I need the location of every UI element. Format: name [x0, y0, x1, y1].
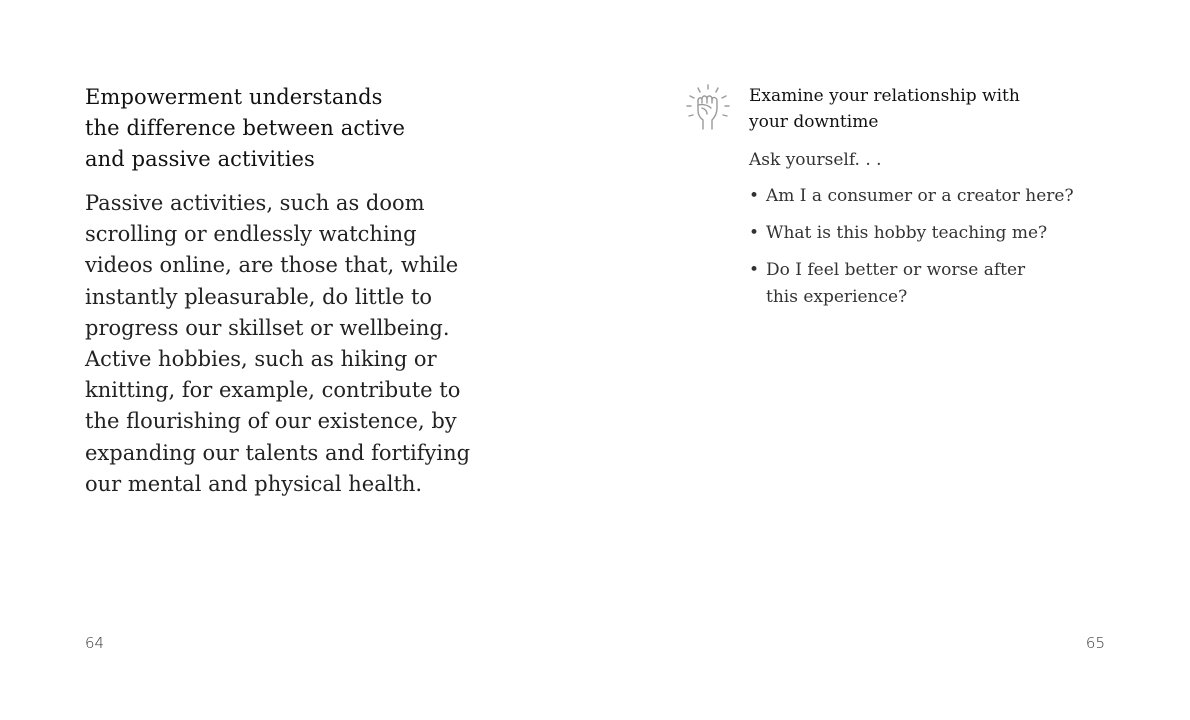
list-item-text	[766, 257, 1129, 311]
body-line: videos online, are those that, while	[85, 253, 459, 278]
body-line: progress our skillset or wellbeing.	[85, 315, 450, 340]
bullet-icon: •	[749, 223, 760, 243]
left-page-body	[85, 188, 505, 500]
list-item	[749, 183, 1129, 210]
page-number-left: 64	[85, 634, 105, 652]
heading-line: and passive activities	[85, 147, 315, 171]
prompt-text: Ask yourself. . .	[749, 150, 882, 170]
bullet-icon: •	[749, 186, 760, 206]
heading-line: the difference between active	[85, 116, 406, 140]
bullet-icon: •	[749, 260, 760, 280]
body-line: expanding our talents and fortifying	[85, 440, 471, 465]
list-item-text	[766, 220, 1129, 247]
list-item	[749, 220, 1129, 247]
heading-line: Empowerment understands	[85, 85, 383, 109]
list-item-text	[766, 183, 1129, 210]
body-line: the flourishing of our existence, by	[85, 409, 457, 434]
page-number-right: 65	[1085, 634, 1105, 652]
body-line: knitting, for example, contribute to	[85, 378, 461, 403]
list-item-line: Do I feel better or worse after	[766, 260, 1026, 280]
list-item-line: What is this hobby teaching me?	[766, 223, 1048, 243]
raised-fist-icon	[681, 84, 735, 134]
body-line: instantly pleasurable, do little to	[85, 284, 433, 309]
heading-line: your downtime	[749, 112, 879, 132]
body-line: our mental and physical health.	[85, 471, 423, 496]
heading-line: Examine your relationship with	[749, 86, 1020, 106]
body-line: Passive activities, such as doom	[85, 191, 425, 215]
list-item	[749, 257, 1129, 311]
question-list	[749, 183, 1129, 321]
body-line: Active hobbies, such as hiking or	[85, 347, 437, 372]
list-item-line: this experience?	[766, 287, 908, 307]
left-page-heading	[85, 82, 505, 175]
list-item-line: Am I a consumer or a creator here?	[766, 186, 1074, 206]
right-page	[595, 0, 1190, 720]
right-page-heading	[749, 83, 1109, 135]
body-line: scrolling or endlessly watching	[85, 222, 417, 247]
